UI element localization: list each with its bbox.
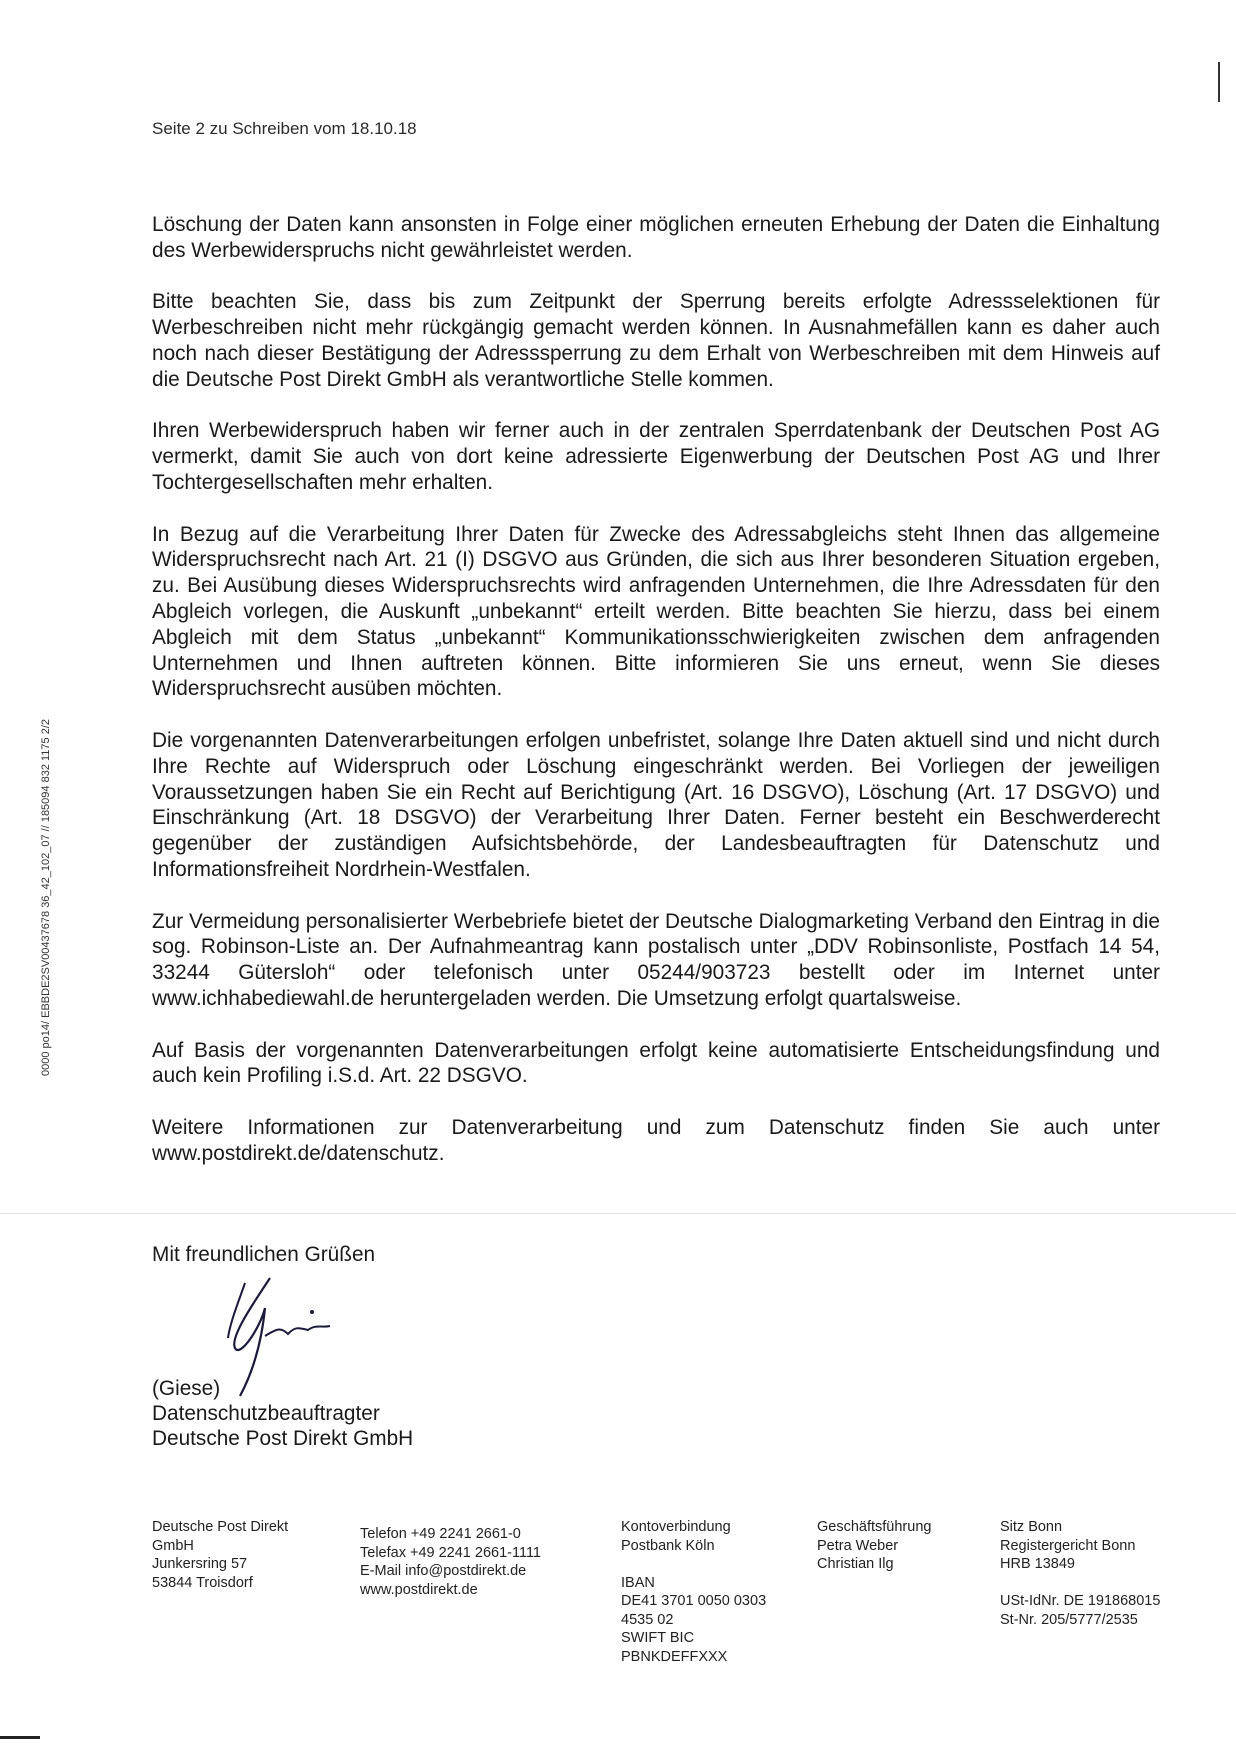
signer-company: Deutsche Post Direkt GmbH (152, 1427, 414, 1450)
closing-salutation: Mit freundlichen Grüßen (152, 1243, 376, 1266)
footer-company: Deutsche Post Direkt GmbH Junkersring 57 53844 Troisdorf (152, 1519, 289, 1591)
fold-line (0, 1213, 1236, 1214)
page-reference: Seite 2 zu Schreiben vom 18.10.18 (152, 119, 417, 138)
paragraph: Löschung der Daten kann ansonsten in Folge einer möglichen erneuten Erhebung der Daten die Einhaltung des Werbewiderspruchs nicht gewährleistet werden. (152, 213, 1160, 262)
signer-name: (Giese) (152, 1377, 221, 1400)
signer-block (152, 1376, 413, 1451)
footer-contact: Telefon +49 2241 2661-0 Telefax +49 2241 2661-1111 E-Mail info@postdirekt.de www.postdirekt.de (360, 1526, 541, 1598)
paragraph: Auf Basis der vorgenannten Datenverarbeitungen erfolgt keine automatisierte Entscheidungsfindung und auch kein Profiling i.S.d. Art. 22 DSGVO. (152, 1038, 1160, 1088)
scan-edge-mark-bottom (0, 1736, 40, 1739)
paragraph: Die vorgenannten Datenverarbeitungen erfolgen unbefristet, solange Ihre Daten aktuell sind und nicht durch Ihre Rechte auf Widerspruch oder Löschung eingeschränkt werden. Bei Vorliegen der jeweiligen Voraussetzungen haben Sie ein Recht auf Berichtigung (Art. 16 DSGVO), Löschung (Art. 17 DSGVO) und Einschränkung (Art. 18 DSGVO) der Verarbeitung Ihrer Daten. Ferner besteht ein Beschwerderecht gegenüber der zuständigen Aufsichtsbehörde, der Landesbeauftragten für Datenschutz und Informationsfreiheit Nordrhein-Westfalen. (152, 728, 1160, 881)
side-reference-code: 0000 po14/ EBBDE2SV00437678 36_42_102_07 // 185094 832 1175 2/2 (40, 718, 52, 1076)
paragraph: Bitte beachten Sie, dass bis zum Zeitpunkt der Sperrung bereits erfolgte Adressselektionen für Werbeschreiben nicht mehr rückgängig gemacht werden können. In Ausnahmefällen kann es daher auch noch nach dieser Bestätigung der Adresssperrung zu dem Erhalt von Werbeschreiben mit dem Hinweis auf die Deutsche Post Direkt GmbH als verantwortliche Stelle kommen. (152, 290, 1160, 391)
letter-body (152, 212, 1160, 1166)
footer-registration: Sitz Bonn Registergericht Bonn HRB 13849 USt-IdNr. DE 191868015 St-Nr. 205/5777/2535 (1000, 1519, 1161, 1628)
paragraph: Ihren Werbewiderspruch haben wir ferner auch in der zentralen Sperrdatenbank der Deutschen Post AG vermerkt, damit Sie auch von dort keine adressierte Eigenwerbung der Deutschen Post AG und Ihrer Tochtergesellschaften mehr erhalten. (152, 419, 1160, 494)
footer-management: Geschäftsführung Petra Weber Christian Ilg (817, 1519, 932, 1572)
paragraph: Weitere Informationen zur Datenverarbeitung und zum Datenschutz finden Sie auch unter www.postdirekt.de/datenschutz. (152, 1115, 1160, 1165)
signer-role: Datenschutzbeauftragter (152, 1402, 380, 1425)
paragraph: Zur Vermeidung personalisierter Werbebriefe bietet der Deutsche Dialogmarketing Verband den Eintrag in die sog. Robinson-Liste an. Der Aufnahmeantrag kann postalisch unter „DDV Robinsonliste, Postfach 14 54, 33244 Gütersloh“ oder telefonisch unter 05244/903723 bestellt oder im Internet unter www.ichhabediewahl.de heruntergeladen werden. Die Umsetzung erfolgt quartalsweise. (152, 909, 1160, 1010)
paragraph: In Bezug auf die Verarbeitung Ihrer Daten für Zwecke des Adressabgleichs steht Ihnen das allgemeine Widerspruchsrecht nach Art. 21 (I) DSGVO aus Gründen, die sich aus Ihrer besonderen Situation ergeben, zu. Bei Ausübung dieses Widerspruchsrechts wird anfragenden Unternehmen, die Ihre Adressdaten für den Abgleich vorlegen, die Auskunft „unbekannt“ erteilt werden. Bitte beachten Sie hierzu, dass bei einem Abgleich mit dem Status „unbekannt“ Kommunikationsschwierigkeiten zwischen dem anfragenden Unternehmen und Ihnen auftreten können. Bitte informieren Sie uns erneut, wenn Sie dieses Widerspruchsrecht ausüben möchten. (152, 522, 1160, 701)
footer-bank: Kontoverbindung Postbank Köln IBAN DE41 3701 0050 0303 4535 02 SWIFT BIC PBNKDEFFXXX (621, 1519, 767, 1665)
scan-edge-mark (1218, 62, 1220, 102)
